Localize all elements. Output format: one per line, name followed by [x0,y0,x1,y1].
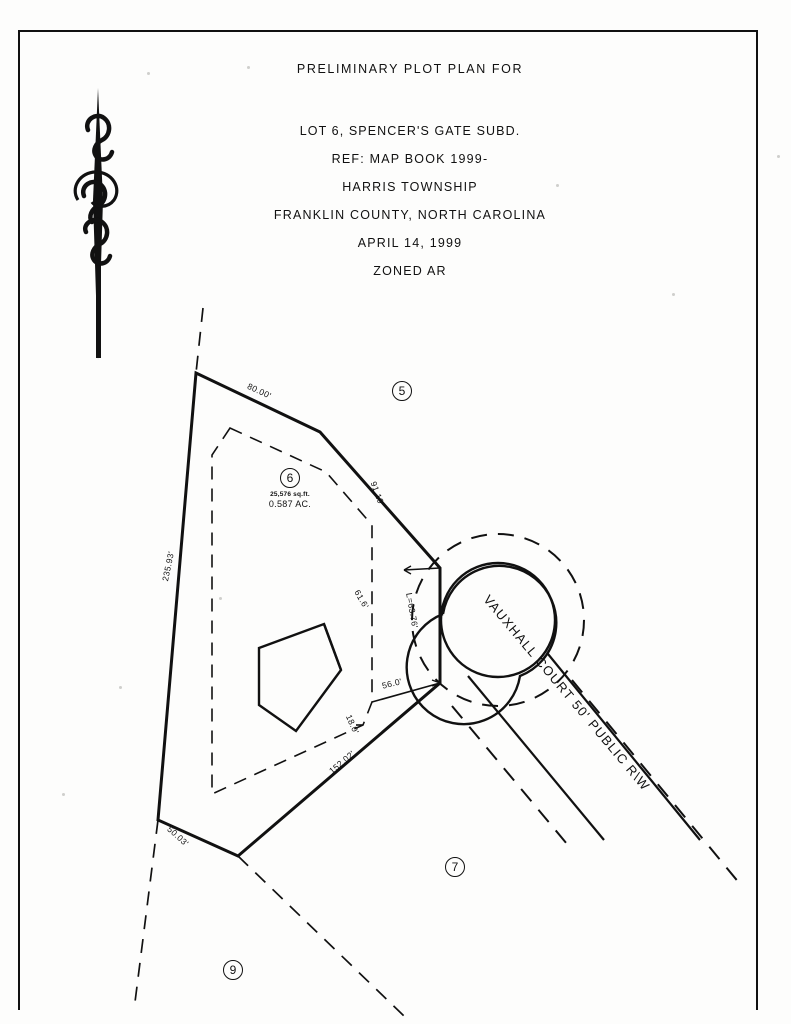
dimension-setback-house: 18.0' [343,713,362,736]
dimension-setback-east: 61.6' [352,588,372,611]
street-name-label: VAUXHALL COURT 50' PUBLIC R\W [480,592,654,794]
dimension-north-line: 80.00' [245,381,273,401]
title-line-zoning: ZONED AR [373,264,447,278]
lot-number-6: 6 [280,468,300,488]
title-line-ref: REF: MAP BOOK 1999- [331,152,489,166]
north-arrow-icon [75,88,117,360]
dimension-setback-south: 56.0' [381,676,403,691]
dimension-south-line: 152.02' [327,748,357,776]
dimension-curve-length: L=63.76' [404,592,421,629]
lot-number-5: 5 [392,381,412,401]
curve-tie-lines [356,568,440,725]
title-line-lot: LOT 6, SPENCER'S GATE SUBD. [299,124,521,138]
lot-label-7 [443,857,467,877]
page-title: PRELIMINARY PLOT PLAN FOR [296,62,524,76]
lot-number-9: 9 [223,960,243,980]
lot-6-boundary [158,373,440,856]
lot-label-5 [390,381,414,401]
lot-area-acres: 0.587 AC. [268,499,312,509]
title-line-township: HARRIS TOWNSHIP [342,180,478,194]
lot-number-7: 7 [445,857,465,877]
adjoining-lot-lines [134,308,404,1016]
dimension-southwest-line: 50.03' [165,824,191,849]
lot-label-9 [221,960,245,980]
lot-label-6 [245,468,335,509]
dimension-west-line: 235.93' [160,550,177,583]
title-line-date: APRIL 14, 1999 [357,236,463,250]
title-line-county: FRANKLIN COUNTY, NORTH CAROLINA [273,208,547,222]
dimension-northeast-line: 91.19' [368,480,387,508]
lot-area-sqft: 25,576 sq.ft. [270,491,310,498]
house-footprint [259,624,341,731]
